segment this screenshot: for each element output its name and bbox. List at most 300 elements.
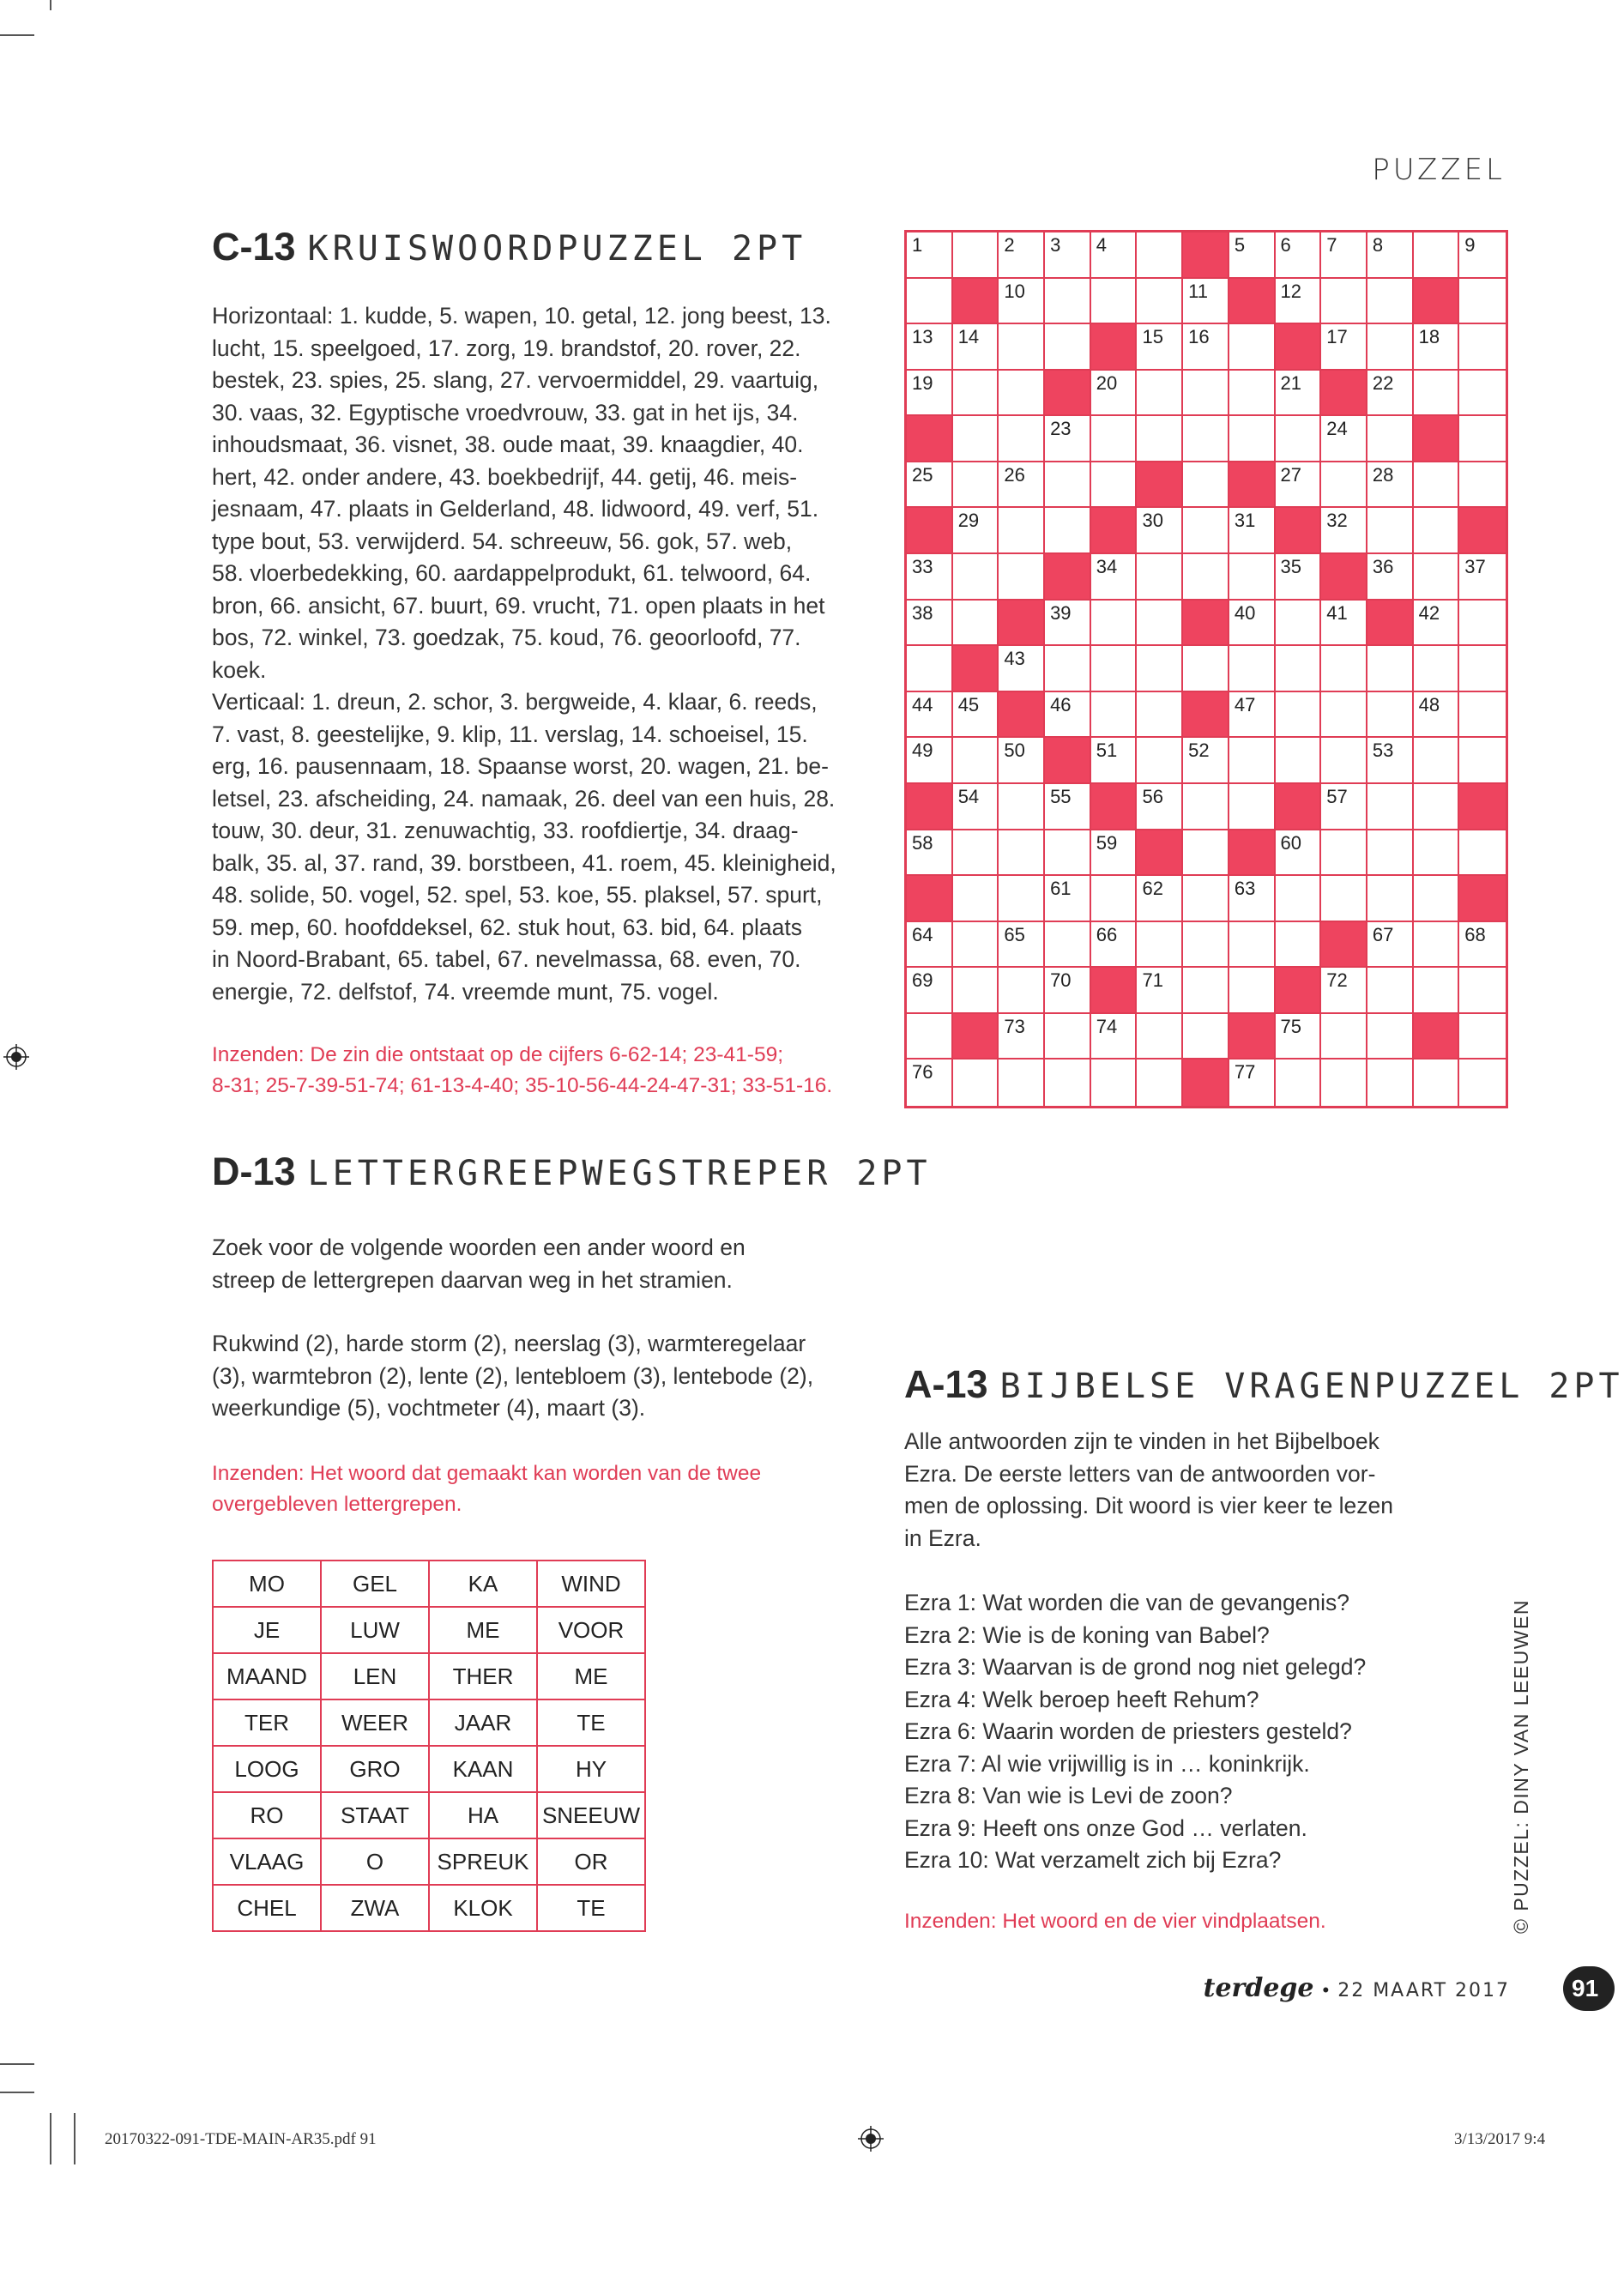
crossword-number: 57 [1326, 785, 1348, 807]
d13-intro [212, 1232, 746, 1296]
crossword-cell [1367, 922, 1414, 969]
crossword-cell [1183, 1014, 1229, 1060]
crossword-cell [1276, 922, 1322, 969]
crossword-cell [1414, 462, 1460, 509]
crossword-cell [1229, 232, 1276, 279]
crop-mark [0, 2063, 34, 2065]
submit-line: overgebleven lettergrepen. [212, 1493, 462, 1516]
crossword-black-cell [1229, 1014, 1276, 1060]
syllable-cell: CHEL [213, 1885, 321, 1931]
crossword-number: 2 [1004, 234, 1015, 256]
crop-mark [50, 2113, 51, 2164]
syllable-cell: HA [429, 1792, 537, 1838]
crossword-number: 38 [912, 601, 933, 624]
crossword-cell [1183, 279, 1229, 325]
crossword-cell [999, 324, 1045, 371]
crossword-cell [999, 646, 1045, 692]
crossword-cell [907, 232, 953, 279]
crossword-cell [1229, 508, 1276, 554]
crossword-cell [1321, 784, 1367, 830]
footer-dot: • [1322, 1979, 1330, 2001]
crossword-number: 36 [1372, 556, 1394, 578]
page-number: 91 [1572, 1975, 1599, 2001]
question-line: Ezra 3: Waarvan is de grond nog niet gelegd? [904, 1654, 1367, 1680]
crossword-cell [1367, 876, 1414, 922]
crossword-cell [1276, 1014, 1322, 1060]
crossword-cell [1459, 554, 1506, 601]
crossword-cell [907, 968, 953, 1014]
crossword-cell [1459, 738, 1506, 784]
crossword-cell [1137, 601, 1183, 647]
crossword-number: 51 [1096, 740, 1118, 762]
crossword-cell [953, 968, 999, 1014]
crossword-number: 29 [957, 510, 980, 532]
crossword-cell [953, 324, 999, 371]
syllable-cell: MO [213, 1561, 321, 1607]
crossword-cell [1367, 279, 1414, 325]
text-line: koek. [212, 656, 267, 683]
syllable-cell: O [321, 1838, 429, 1885]
crossword-cell [1229, 371, 1276, 417]
crossword-black-cell [1183, 232, 1229, 279]
crossword-cell [1091, 922, 1138, 969]
crossword-number: 41 [1326, 601, 1348, 624]
syllable-row [213, 1607, 645, 1653]
crossword-cell [1414, 738, 1460, 784]
crossword-cell [1137, 324, 1183, 371]
crossword-cell [1459, 416, 1506, 462]
crossword-number: 27 [1280, 463, 1302, 486]
crossword-cell [999, 876, 1045, 922]
crossword-cell [953, 462, 999, 509]
c13-clues [212, 300, 881, 1008]
syllable-cell: GRO [321, 1746, 429, 1792]
crossword-cell [1183, 371, 1229, 417]
crossword-black-cell [1229, 279, 1276, 325]
crossword-number: 33 [912, 556, 933, 578]
crossword-number: 7 [1326, 234, 1337, 256]
crossword-cell [999, 279, 1045, 325]
crossword-black-cell [1045, 554, 1091, 601]
crossword-cell [907, 830, 953, 877]
syllable-cell: LUW [321, 1607, 429, 1653]
crossword-cell [1183, 416, 1229, 462]
crossword-cell [1276, 416, 1322, 462]
text-line: men de oplossing. Dit woord is vier keer te lezen [904, 1493, 1394, 1518]
a13-questions [904, 1587, 1366, 1877]
crossword-number: 35 [1280, 556, 1302, 578]
footer-date: 22 MAART 2017 [1337, 1980, 1510, 2001]
crossword-cell [1276, 646, 1322, 692]
c13-heading [212, 225, 806, 269]
crossword-number: 54 [957, 785, 980, 807]
crossword-number: 4 [1096, 234, 1108, 256]
crossword-number: 76 [912, 1061, 933, 1084]
crossword-black-cell [1276, 508, 1322, 554]
crossword-cell [1137, 922, 1183, 969]
crossword-black-cell [1321, 554, 1367, 601]
crossword-number: 66 [1096, 923, 1118, 945]
crossword-number: 6 [1280, 234, 1291, 256]
text-line: bos, 72. winkel, 73. goedzak, 75. koud, 76. geoorloofd, 77. [212, 625, 801, 650]
crossword-cell [1045, 1060, 1091, 1106]
crossword-black-cell [1459, 508, 1506, 554]
submit-line: Inzenden: De zin die ontstaat op de cijfers 6-62-14; 23-41-59; [212, 1043, 783, 1066]
syllable-cell: TE [537, 1699, 645, 1746]
text-line: 58. vloerbedekking, 60. aardappelprodukt, 61. telwoord, 64. [212, 560, 812, 586]
crossword-cell [1459, 922, 1506, 969]
syllable-cell: KAAN [429, 1746, 537, 1792]
crossword-cell [1459, 232, 1506, 279]
crossword-cell [1229, 968, 1276, 1014]
crossword-black-cell [953, 646, 999, 692]
syllable-cell: LEN [321, 1653, 429, 1699]
crossword-cell [1321, 232, 1367, 279]
crossword-black-cell [1183, 692, 1229, 739]
crossword-cell [1276, 738, 1322, 784]
crossword-cell [907, 1060, 953, 1106]
crossword-cell [1321, 738, 1367, 784]
syllable-row [213, 1792, 645, 1838]
crossword-cell [1045, 601, 1091, 647]
crossword-cell [1367, 554, 1414, 601]
crossword-cell [1137, 692, 1183, 739]
crossword-number: 44 [912, 693, 933, 715]
c13-title: KRUISWOORDPUZZEL 2PT [307, 229, 807, 269]
crossword-number: 75 [1280, 1015, 1302, 1037]
crossword-cell [1414, 784, 1460, 830]
crossword-cell [953, 508, 999, 554]
crossword-number: 37 [1464, 556, 1486, 578]
syllable-row [213, 1885, 645, 1931]
crossword-cell [1414, 830, 1460, 877]
crossword-cell [1229, 646, 1276, 692]
crossword-cell [1414, 601, 1460, 647]
crossword-black-cell [999, 692, 1045, 739]
crossword-number: 22 [1372, 371, 1394, 394]
crossword-cell [1091, 738, 1138, 784]
crossword-number: 42 [1418, 601, 1440, 624]
crossword-cell [1091, 232, 1138, 279]
crossword-cell [1321, 324, 1367, 371]
crossword-number: 63 [1234, 878, 1256, 900]
d13-code: D-13 [212, 1150, 296, 1193]
crossword-number: 20 [1096, 371, 1118, 394]
crossword-number: 77 [1234, 1061, 1256, 1084]
crossword-cell [999, 508, 1045, 554]
crossword-cell [1459, 1014, 1506, 1060]
crossword-cell [999, 738, 1045, 784]
crossword-cell [1459, 462, 1506, 509]
crossword-cell [1229, 601, 1276, 647]
syllable-cell: HY [537, 1746, 645, 1792]
crossword-cell [999, 784, 1045, 830]
syllable-cell: SPREUK [429, 1838, 537, 1885]
crossword-cell [953, 554, 999, 601]
crossword-number: 73 [1004, 1015, 1025, 1037]
c13-code: C-13 [212, 225, 296, 269]
footer [1204, 1973, 1510, 2003]
crossword-number: 31 [1234, 510, 1256, 532]
crossword-number: 53 [1372, 740, 1394, 762]
syllable-cell: WEER [321, 1699, 429, 1746]
crossword-cell [1183, 554, 1229, 601]
crossword-cell [1045, 416, 1091, 462]
crossword-number: 12 [1280, 280, 1302, 302]
crossword-cell [1045, 279, 1091, 325]
syllable-cell: JAAR [429, 1699, 537, 1746]
crossword-cell [1137, 646, 1183, 692]
crossword-number: 11 [1188, 280, 1208, 302]
crossword-number: 69 [912, 969, 933, 992]
crossword-cell [1367, 416, 1414, 462]
crossword-cell [1321, 876, 1367, 922]
crossword-cell [1414, 232, 1460, 279]
crossword-cell [1459, 371, 1506, 417]
crossword-number: 60 [1280, 831, 1302, 854]
crossword-number: 67 [1372, 923, 1394, 945]
syllable-row [213, 1699, 645, 1746]
crossword-cell [1321, 279, 1367, 325]
section-label: PUZZEL [1372, 153, 1506, 187]
crossword-cell [1183, 462, 1229, 509]
crossword-black-cell [1276, 784, 1322, 830]
crossword-cell [1321, 508, 1367, 554]
syllable-cell: ME [537, 1653, 645, 1699]
crossword-cell [1367, 646, 1414, 692]
crossword-cell [1367, 371, 1414, 417]
crossword-cell [1091, 646, 1138, 692]
crossword-cell [1137, 876, 1183, 922]
crossword-number: 71 [1142, 969, 1163, 992]
syllable-cell: TER [213, 1699, 321, 1746]
crossword-cell [1137, 508, 1183, 554]
d13-heading [212, 1150, 932, 1194]
text-line: energie, 72. delfstof, 74. vreemde munt, 75. vogel. [212, 978, 719, 1005]
submit-line: Inzenden: Het woord dat gemaakt kan worden van de twee [212, 1462, 762, 1485]
crossword-cell [1459, 692, 1506, 739]
syllable-cell: OR [537, 1838, 645, 1885]
crossword-number: 32 [1326, 510, 1348, 532]
crossword-number: 74 [1096, 1015, 1118, 1037]
crossword-cell [1229, 692, 1276, 739]
crossword-black-cell [1045, 371, 1091, 417]
question-line: Ezra 2: Wie is de koning van Babel? [904, 1621, 1270, 1648]
crossword-number: 52 [1188, 740, 1210, 762]
text-line: touw, 30. deur, 31. zenuwachtig, 33. roofdiertje, 34. draag- [212, 818, 799, 843]
crossword-cell [1276, 601, 1322, 647]
crossword-cell [907, 601, 953, 647]
crossword-cell [907, 371, 953, 417]
crossword-cell [1045, 508, 1091, 554]
crossword-black-cell [1091, 324, 1138, 371]
crossword-cell [1091, 692, 1138, 739]
crossword-cell [1367, 738, 1414, 784]
text-line: 48. solide, 50. vogel, 52. spel, 53. koe, 55. plaksel, 57. spurt, [212, 882, 823, 908]
d13-words [212, 1328, 813, 1425]
crossword-cell [1091, 1060, 1138, 1106]
crossword-cell [1091, 1014, 1138, 1060]
crossword-cell [1229, 784, 1276, 830]
crossword-black-cell [1414, 1014, 1460, 1060]
crossword-cell [907, 324, 953, 371]
crossword-number: 28 [1372, 463, 1394, 486]
crossword-cell [907, 738, 953, 784]
text-line: 59. mep, 60. hoofddeksel, 62. stuk hout, 63. bid, 64. plaats [212, 914, 802, 940]
crossword-number: 24 [1326, 418, 1348, 440]
syllable-cell: SNEEUW [537, 1792, 645, 1838]
crossword-black-cell [1229, 462, 1276, 509]
crossword-cell [1367, 462, 1414, 509]
crossword-cell [999, 1060, 1045, 1106]
crossword-black-cell [953, 279, 999, 325]
crossword-cell [1183, 738, 1229, 784]
crossword-number: 17 [1326, 326, 1348, 348]
text-line: in Ezra. [904, 1524, 981, 1551]
crossword-cell [953, 784, 999, 830]
question-line: Ezra 4: Welk beroep heeft Rehum? [904, 1686, 1259, 1712]
crossword-cell [1229, 738, 1276, 784]
c13-submit [212, 1040, 832, 1102]
crossword-cell [999, 232, 1045, 279]
crossword-cell [1091, 462, 1138, 509]
text-line: Horizontaal: 1. kudde, 5. wapen, 10. getal, 12. jong beest, 13. [212, 303, 831, 329]
crossword-cell [1367, 508, 1414, 554]
crossword-number: 65 [1004, 923, 1025, 945]
syllable-cell: KA [429, 1561, 537, 1607]
crossword-black-cell [1276, 324, 1322, 371]
crossword-cell [1414, 692, 1460, 739]
crossword-cell [1321, 692, 1367, 739]
text-line: Rukwind (2), harde storm (2), neerslag (3), warmteregelaar [212, 1331, 806, 1356]
crossword-number: 40 [1234, 601, 1256, 624]
crossword-number: 61 [1050, 878, 1072, 900]
crossword-number: 68 [1464, 923, 1486, 945]
text-line: Zoek voor de volgende woorden een ander woord en [212, 1235, 746, 1260]
crossword-cell [999, 462, 1045, 509]
crossword-black-cell [999, 601, 1045, 647]
crossword-number: 72 [1326, 969, 1348, 992]
crossword-black-cell [1183, 1060, 1229, 1106]
crossword-cell [1045, 784, 1091, 830]
crossword-cell [1137, 784, 1183, 830]
crossword-cell [1091, 601, 1138, 647]
question-line: Ezra 6: Waarin worden de priesters gesteld? [904, 1718, 1352, 1744]
syllable-cell: KLOK [429, 1885, 537, 1931]
crossword-number: 47 [1234, 693, 1256, 715]
crossword-cell [953, 1060, 999, 1106]
text-line: streep de lettergrepen daarvan weg in het stramien. [212, 1266, 733, 1293]
syllable-cell: ZWA [321, 1885, 429, 1931]
crossword-black-cell [907, 416, 953, 462]
crossword-cell [1276, 462, 1322, 509]
crossword-cell [1414, 371, 1460, 417]
crossword-cell [1045, 922, 1091, 969]
text-line: 30. vaas, 32. Egyptische vroedvrouw, 33. gat in het ijs, 34. [212, 399, 799, 426]
crossword-cell [953, 232, 999, 279]
crossword-cell [1367, 692, 1414, 739]
crossword-cell [1137, 232, 1183, 279]
syllable-cell: THER [429, 1653, 537, 1699]
crossword-cell [907, 922, 953, 969]
crossword-black-cell [1321, 371, 1367, 417]
crossword-cell [1321, 1014, 1367, 1060]
crossword-black-cell [1045, 738, 1091, 784]
crossword-cell [1183, 968, 1229, 1014]
crossword-cell [1459, 601, 1506, 647]
crossword-cell [1276, 692, 1322, 739]
print-date: 3/13/2017 9:4 [1454, 2130, 1546, 2148]
syllable-row [213, 1838, 645, 1885]
crossword-cell [1137, 279, 1183, 325]
crossword-cell [999, 554, 1045, 601]
crossword-cell [1321, 462, 1367, 509]
crossword-number: 26 [1004, 463, 1025, 486]
a13-intro [904, 1426, 1393, 1555]
a13-heading [904, 1362, 1624, 1407]
crossword-cell [1045, 1014, 1091, 1060]
crossword-cell [1276, 279, 1322, 325]
crossword-cell [1229, 324, 1276, 371]
crossword-number: 1 [912, 234, 923, 256]
crossword-cell [1414, 508, 1460, 554]
question-line: Ezra 10: Wat verzamelt zich bij Ezra? [904, 1847, 1282, 1873]
crossword-cell [1045, 692, 1091, 739]
crossword-cell [1367, 968, 1414, 1014]
crossword-number: 70 [1050, 969, 1072, 992]
crossword-number: 64 [912, 923, 933, 945]
crossword-cell [953, 876, 999, 922]
registration-mark-icon [3, 1044, 29, 1070]
crossword-number: 56 [1142, 785, 1163, 807]
crossword-cell [1414, 324, 1460, 371]
crossword-cell [1367, 1060, 1414, 1106]
crossword-black-cell [1091, 968, 1138, 1014]
text-line: balk, 35. al, 37. rand, 39. borstbeen, 41. roem, 45. kleinigheid, [212, 849, 836, 876]
crossword-number: 10 [1004, 280, 1025, 302]
a13-title: BIJBELSE VRAGENPUZZEL 2PT [999, 1367, 1624, 1406]
crossword-black-cell [1276, 968, 1322, 1014]
question-line: Ezra 1: Wat worden die van de gevangenis? [904, 1590, 1350, 1615]
syllable-cell: RO [213, 1792, 321, 1838]
crossword-number: 62 [1142, 878, 1163, 900]
crossword-cell [1321, 830, 1367, 877]
crossword-cell [1091, 279, 1138, 325]
text-line: 7. vast, 8. geestelijke, 9. klip, 11. verslag, 14. schoeisel, 15. [212, 721, 808, 747]
crop-mark [0, 34, 34, 36]
crossword-cell [1137, 416, 1183, 462]
crossword-cell [1321, 968, 1367, 1014]
crop-mark [50, 0, 51, 10]
crossword-black-cell [1367, 601, 1414, 647]
crossword-cell [953, 692, 999, 739]
crossword-black-cell [1321, 922, 1367, 969]
crossword-cell [907, 646, 953, 692]
syllable-cell: STAAT [321, 1792, 429, 1838]
crossword-cell [1367, 324, 1414, 371]
crossword-black-cell [1414, 279, 1460, 325]
text-line: in Noord-Brabant, 65. tabel, 67. nevelmassa, 68. even, 70. [212, 946, 801, 972]
crossword-cell [1091, 371, 1138, 417]
syllable-row [213, 1561, 645, 1607]
crossword-cell [1459, 646, 1506, 692]
crossword-cell [1183, 784, 1229, 830]
page-number-tab [1563, 1966, 1615, 2011]
crossword-cell [1183, 508, 1229, 554]
crossword-cell [953, 601, 999, 647]
crossword-cell [907, 1014, 953, 1060]
crossword-cell [1183, 830, 1229, 877]
